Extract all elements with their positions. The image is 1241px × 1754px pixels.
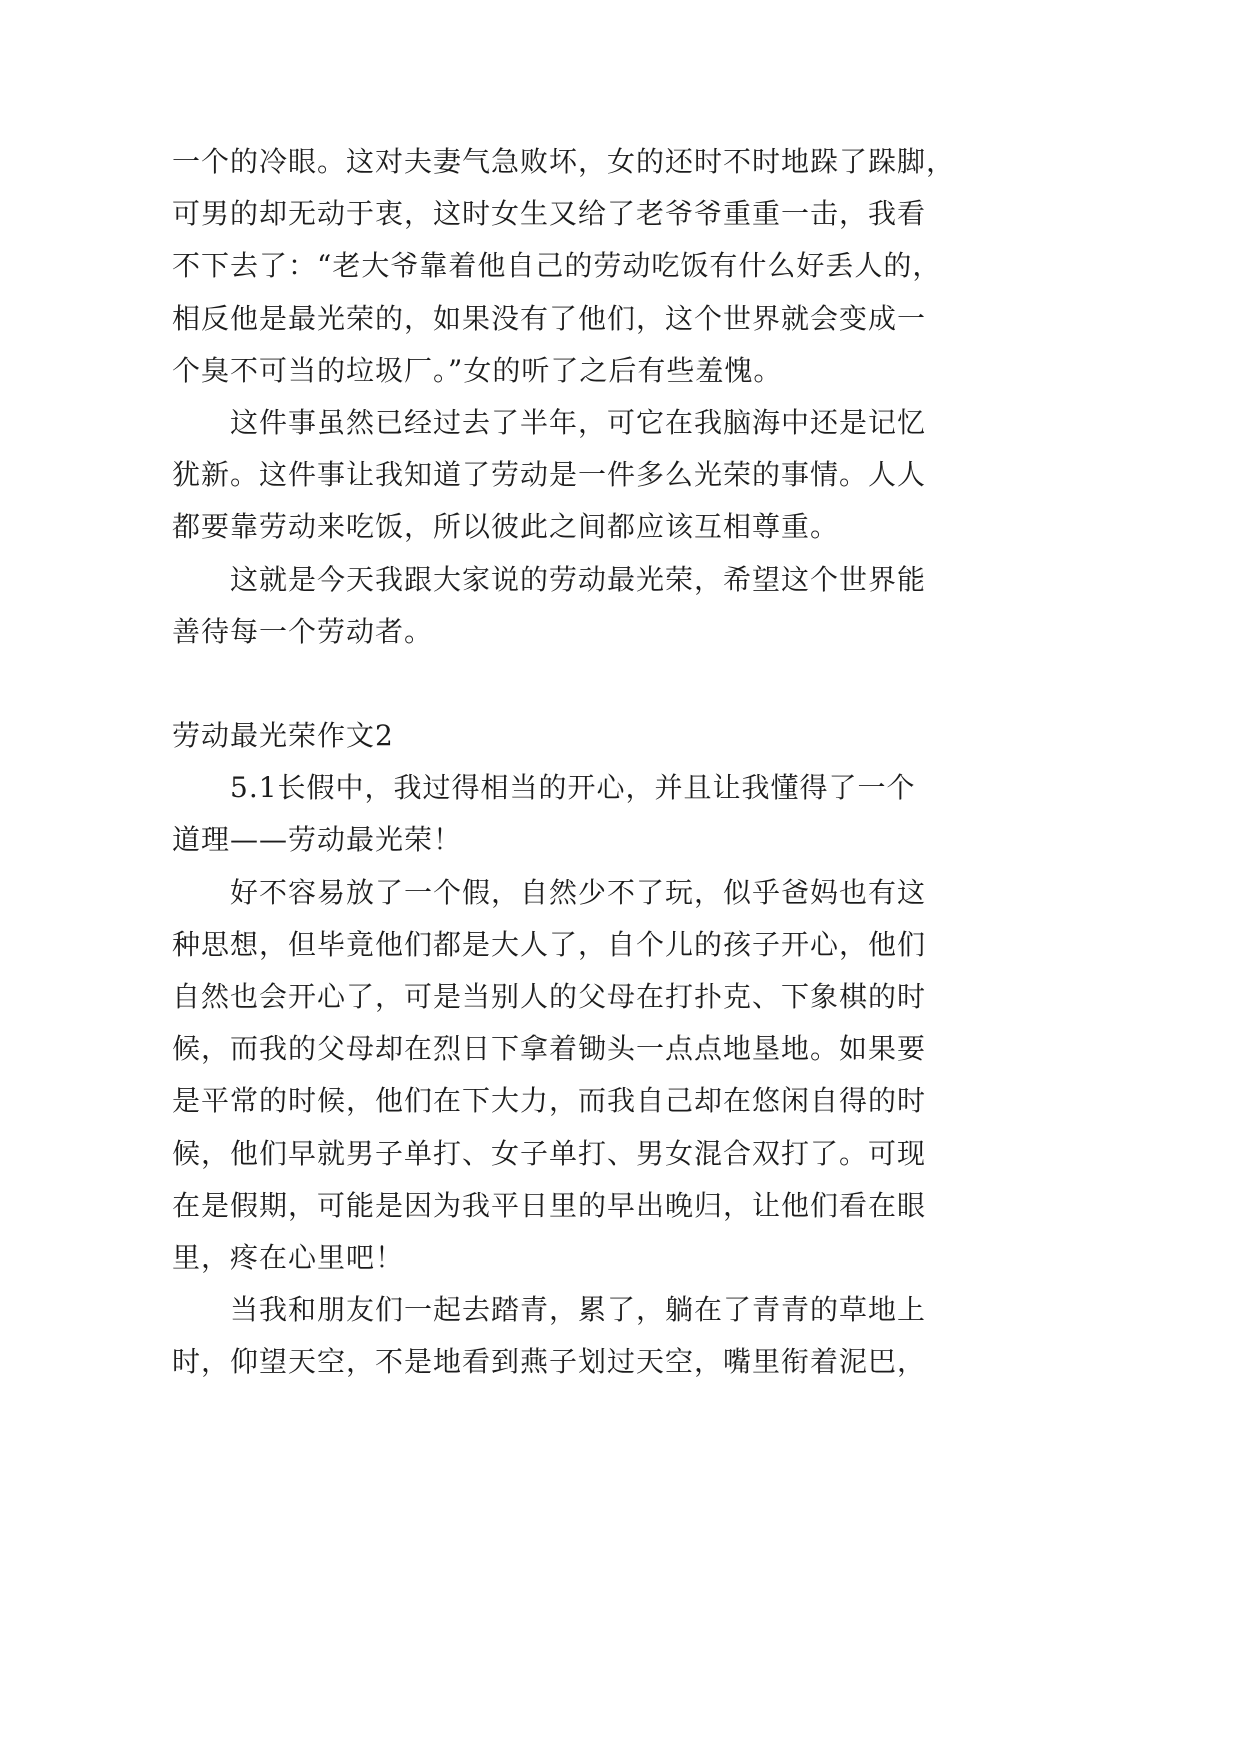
text-line: 相反他是最光荣的，如果没有了他们，这个世界就会变成一 <box>172 301 927 335</box>
text-line: 在是假期，可能是因为我平日里的早出晚归，让他们看在眼 <box>172 1188 927 1222</box>
text-line: 自然也会开心了，可是当别人的父母在打扑克、下象棋的时 <box>172 980 927 1013</box>
text-line: 一个的冷眼。这对夫妻气急败坏，女的还时不时地跺了跺脚， <box>172 145 956 178</box>
text-line: 当我和朋友们一起去踏青，累了，躺在了青青的草地上 <box>230 1293 927 1327</box>
text-line: 道理——劳动最光荣！ <box>172 823 463 857</box>
text-line: 时，仰望天空，不是地看到燕子划过天空，嘴里衔着泥巴， <box>172 1345 927 1379</box>
text-line: 个臭不可当的垃圾厂。”女的听了之后有些羞愧。 <box>172 353 783 387</box>
text-line: 这件事虽然已经过去了半年，可它在我脑海中还是记忆 <box>230 405 927 439</box>
text-line: 候，他们早就男子单打、女子单打、男女混合双打了。可现 <box>172 1136 927 1170</box>
text-line: 这就是今天我跟大家说的劳动最光荣，希望这个世界能 <box>230 562 927 596</box>
paragraph <box>172 397 972 554</box>
text-line: 都要靠劳动来吃饭，所以彼此之间都应该互相尊重。 <box>172 510 840 544</box>
previous-essay-section <box>172 136 972 658</box>
text-line: 是平常的时候，他们在下大力，而我自己却在悠闲自得的时 <box>172 1084 927 1118</box>
text-line: 可男的却无动于衷，这时女生又给了老爷爷重重一击，我看 <box>172 197 927 231</box>
paragraph <box>172 136 972 397</box>
paragraph <box>172 867 972 1285</box>
text-line: 好不容易放了一个假，自然少不了玩，似乎爸妈也有这 <box>230 875 927 909</box>
paragraph <box>172 1284 972 1388</box>
document-body <box>172 136 972 1389</box>
paragraph <box>172 762 972 866</box>
text-line: 犹新。这件事让我知道了劳动是一件多么光荣的事情。人人 <box>172 458 927 492</box>
text-line: 善待每一个劳动者。 <box>172 614 434 648</box>
text-line: 种思想，但毕竟他们都是大人了，自个儿的孩子开心，他们 <box>172 927 927 961</box>
text-line: 里，疼在心里吧！ <box>172 1240 405 1274</box>
text-line: 5.1长假中，我过得相当的开心，并且让我懂得了一个 <box>230 771 916 805</box>
text-line: 不下去了：“老大爷靠着他自己的劳动吃饭有什么好丢人的， <box>172 249 942 283</box>
essay-2-section <box>172 710 972 1388</box>
text-line: 候，而我的父母却在烈日下拿着锄头一点点地垦地。如果要 <box>172 1032 927 1066</box>
essay-title: 劳动最光荣作文2 <box>172 719 394 753</box>
paragraph <box>172 554 972 658</box>
